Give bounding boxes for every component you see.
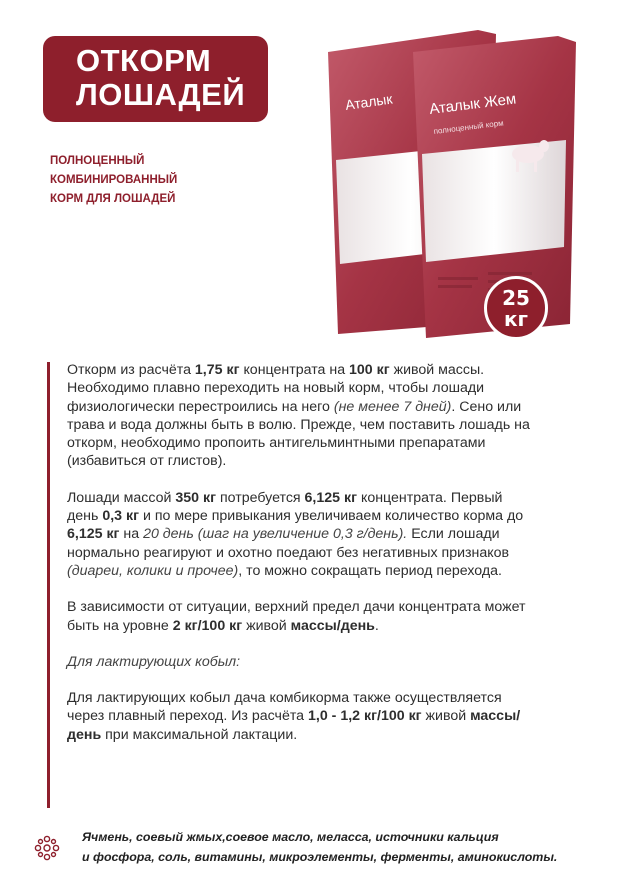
feeding-instructions: [67, 361, 537, 762]
weight-badge: [484, 276, 548, 340]
text: и по мере привыкания увеличиваем количество корма до: [139, 508, 524, 525]
front-bag-sub: полноценный корм: [433, 118, 505, 136]
ingredients-line-1: Ячмень, соевый жмых,соевое масло, меласса, источники кальция: [82, 830, 499, 844]
text: В зависимости от ситуации, верхний предел дачи концентрата может быть на уровне: [67, 599, 526, 634]
text: Для лактирующих кобыл дача комбикорма также осуществляется через плавный переход. Из расчёта: [67, 690, 502, 725]
paragraph-example: [67, 489, 537, 580]
bold-value: 0,3 кг: [102, 508, 140, 525]
text: Если лошади нормально реагируют и охотно поедают без негативных признаков: [67, 526, 510, 561]
text: живой: [421, 708, 471, 725]
text: потребуется: [216, 489, 305, 506]
text: концентрата на: [239, 362, 350, 378]
text: .: [374, 617, 379, 634]
paragraph-lactating-heading: [67, 653, 537, 671]
bold-value: 100 кг: [349, 362, 390, 378]
bold-value: 6,125 кг: [67, 526, 120, 543]
italic-heading: Для лактирующих кобыл:: [67, 653, 241, 670]
text: Откорм из расчёта: [67, 362, 195, 378]
weight-unit: кг: [503, 307, 529, 331]
text: Лошади массой: [67, 489, 176, 506]
text: живой: [242, 617, 291, 634]
bold-value: 1,75 кг: [194, 362, 240, 378]
subtitle-line-1: ПОЛНОЦЕННЫЙ: [50, 155, 145, 167]
text: концентрата. Первый день: [67, 489, 503, 525]
text: при максимальной лактации.: [101, 726, 298, 743]
paragraph-limit: [67, 598, 537, 635]
title-line-1: ОТКОРМ: [76, 43, 212, 78]
text: . Сено или трава и вода должны быть в волю. Прежде, чем поставить лошадь на откорм, необходимо пропоить антигельминтными препаратами (избавиться от глистов).: [67, 398, 530, 470]
ingredients-line-2: и фосфора, соль, витамины, микроэлементы, ферменты, аминокислоты.: [82, 850, 558, 864]
title-line-2: ЛОШАДЕЙ: [76, 77, 246, 112]
bold-value: массы/день: [67, 708, 521, 743]
subtitle-line-2: КОМБИНИРОВАННЫЙ: [50, 174, 178, 186]
italic-note: (не менее 7 дней): [333, 398, 452, 415]
subtitle-line-3: КОРМ ДЛЯ ЛОШАДЕЙ: [50, 193, 176, 205]
text: , то можно сокращать период перехода.: [238, 562, 502, 579]
bold-value: массы/день: [290, 617, 375, 634]
front-bag-brand: Аталык Жем: [428, 90, 518, 118]
text: живой массы. Необходимо плавно переходить на новый корм, чтобы лошади физиологически перестроились на него: [67, 362, 485, 415]
italic-note: 20 день (шаг на увеличение 0,3 г/день).: [143, 526, 408, 543]
product-subtitle: [50, 152, 250, 209]
page-title: [43, 36, 268, 122]
paragraph-ration: [67, 361, 537, 471]
bold-value: 2 кг/100 кг: [172, 617, 243, 634]
ornament-icon: [34, 835, 60, 861]
back-bag-brand: Аталык: [344, 90, 394, 113]
bold-value: 1,0 - 1,2 кг/100 кг: [308, 708, 422, 725]
ingredients-list: [82, 827, 582, 867]
italic-note: (диареи, колики и прочее): [67, 562, 239, 579]
bold-value: 6,125 кг: [304, 489, 358, 506]
text: на: [119, 526, 144, 543]
bold-value: 350 кг: [175, 489, 216, 506]
paragraph-lactating: [67, 689, 537, 744]
accent-divider: [47, 362, 50, 808]
weight-value: 25: [502, 286, 530, 310]
